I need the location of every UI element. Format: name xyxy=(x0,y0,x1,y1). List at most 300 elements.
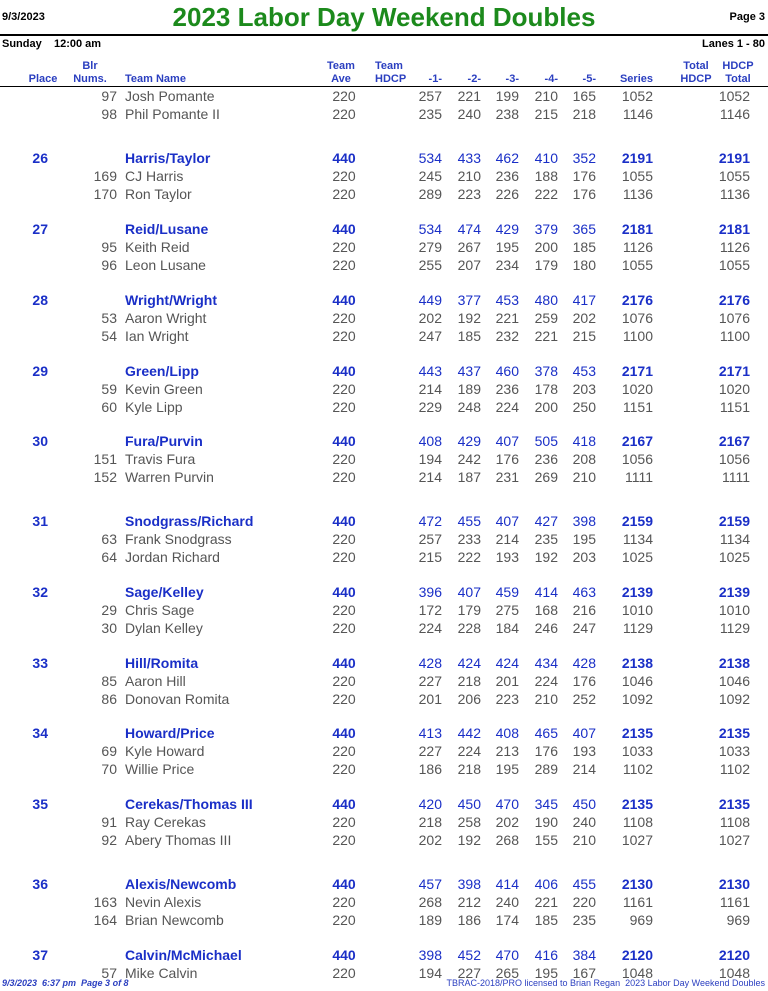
game-1-score: 202 xyxy=(418,832,442,848)
average: 440 xyxy=(332,876,356,892)
col-team-name-label: Team Name xyxy=(125,73,186,85)
game-3-score: 226 xyxy=(495,186,519,202)
col-game-2: -2- xyxy=(467,73,481,85)
team-name: Fura/Purvin xyxy=(125,433,203,449)
bowler-name: Willie Price xyxy=(125,761,195,777)
game-1-score: 398 xyxy=(418,947,442,963)
col-place-label: Place xyxy=(28,73,58,85)
average: 220 xyxy=(332,399,356,415)
game-3-score: 429 xyxy=(495,221,519,237)
bowler-number: 69 xyxy=(101,743,117,759)
bowler-row xyxy=(0,831,768,849)
game-3-score: 407 xyxy=(495,513,519,529)
game-5-score: 216 xyxy=(572,602,596,618)
average: 220 xyxy=(332,894,356,910)
team-place: 26 xyxy=(32,150,48,166)
bowler-name: Jordan Richard xyxy=(125,549,220,565)
series-total: 1055 xyxy=(621,168,653,184)
col-blr-nums xyxy=(70,60,110,86)
game-4-score: 200 xyxy=(534,239,558,255)
bowler-name: Frank Snodgrass xyxy=(125,531,232,547)
bowler-name: Donovan Romita xyxy=(125,691,230,707)
average: 220 xyxy=(332,549,356,565)
hdcp-total: 2120 xyxy=(718,947,750,963)
average: 220 xyxy=(332,602,356,618)
bowler-name: Aaron Wright xyxy=(125,310,207,326)
game-2-score: 267 xyxy=(457,239,481,255)
game-4-score: 222 xyxy=(534,186,558,202)
team-name: Howard/Price xyxy=(125,725,215,741)
game-1-score: 443 xyxy=(418,363,442,379)
hdcp-total: 1076 xyxy=(718,310,750,326)
game-3-score: 202 xyxy=(495,814,519,830)
game-5-score: 203 xyxy=(572,381,596,397)
game-2-score: 222 xyxy=(457,549,481,565)
game-1-score: 229 xyxy=(418,399,442,415)
game-4-score: 188 xyxy=(534,168,558,184)
bowler-name: Kevin Green xyxy=(125,381,203,397)
bowler-name: Aaron Hill xyxy=(125,673,186,689)
series-total: 2167 xyxy=(621,433,653,449)
game-3-score: 470 xyxy=(495,947,519,963)
bowler-row xyxy=(0,530,768,548)
col-team-hdcp xyxy=(375,60,406,86)
game-1-score: 279 xyxy=(418,239,442,255)
bowler-row xyxy=(0,548,768,566)
series-total: 1108 xyxy=(622,814,653,830)
bowler-number: 85 xyxy=(101,673,117,689)
game-4-score: 224 xyxy=(534,673,558,689)
game-1-score: 449 xyxy=(418,292,442,308)
hdcp-total: 1055 xyxy=(718,257,750,273)
game-3-score: 236 xyxy=(495,168,519,184)
game-3-score: 214 xyxy=(495,531,519,547)
series-total: 1027 xyxy=(621,832,653,848)
game-1-score: 396 xyxy=(418,584,442,600)
col-team-name xyxy=(125,73,186,86)
team-row xyxy=(0,432,768,450)
col-total-hdcp-bottom: HDCP xyxy=(680,73,712,85)
game-5-score: 176 xyxy=(572,673,596,689)
game-1-score: 172 xyxy=(418,602,442,618)
game-1-score: 227 xyxy=(418,743,442,759)
game-3-score: 408 xyxy=(495,725,519,741)
bowler-number: 95 xyxy=(101,239,117,255)
game-5-score: 180 xyxy=(572,257,596,273)
game-3-score: 184 xyxy=(495,620,519,636)
series-total: 2120 xyxy=(621,947,653,963)
hdcp-total: 1046 xyxy=(718,673,750,689)
hdcp-total: 1108 xyxy=(719,814,750,830)
team-place: 33 xyxy=(32,655,48,671)
series-total: 2138 xyxy=(621,655,653,671)
col-team-hdcp-top: Team xyxy=(375,60,403,72)
game-5-score: 214 xyxy=(572,761,596,777)
game-1-score: 214 xyxy=(418,381,442,397)
game-4-score: 176 xyxy=(534,743,558,759)
col-team-ave xyxy=(320,60,362,86)
game-4-score: 410 xyxy=(534,150,558,166)
game-4-score: 178 xyxy=(534,381,558,397)
game-5-score: 193 xyxy=(572,743,596,759)
col-hdcp-total-top: HDCP xyxy=(722,60,754,72)
game-2-score: 398 xyxy=(457,876,481,892)
average: 220 xyxy=(332,451,356,467)
series-total: 1151 xyxy=(622,399,653,415)
average: 440 xyxy=(332,433,356,449)
game-2-score: 424 xyxy=(457,655,481,671)
team-name: Alexis/Newcomb xyxy=(125,876,237,892)
series-total: 1092 xyxy=(621,691,653,707)
series-total: 1055 xyxy=(621,257,653,273)
hdcp-total: 1048 xyxy=(718,965,750,981)
report-title: 2023 Labor Day Weekend Doubles xyxy=(172,2,596,32)
average: 220 xyxy=(332,691,356,707)
average: 440 xyxy=(332,655,356,671)
team-place: 30 xyxy=(32,433,48,449)
average: 220 xyxy=(332,912,356,928)
series-total: 2191 xyxy=(621,150,653,166)
game-4-score: 465 xyxy=(534,725,558,741)
game-2-score: 407 xyxy=(457,584,481,600)
team-row xyxy=(0,220,768,238)
game-1-score: 457 xyxy=(418,876,442,892)
series-total: 1025 xyxy=(621,549,653,565)
game-4-score: 185 xyxy=(534,912,558,928)
game-1-score: 201 xyxy=(418,691,442,707)
average: 220 xyxy=(332,381,356,397)
hdcp-total: 1020 xyxy=(718,381,750,397)
team-row xyxy=(0,875,768,893)
average: 440 xyxy=(332,796,356,812)
team-name: Hill/Romita xyxy=(125,655,199,671)
series-total: 969 xyxy=(629,912,653,928)
game-5-score: 210 xyxy=(572,469,596,485)
game-4-score: 155 xyxy=(534,832,558,848)
game-5-score: 450 xyxy=(572,796,596,812)
bowler-row xyxy=(0,601,768,619)
series-total: 2135 xyxy=(621,796,653,812)
bowler-row xyxy=(0,450,768,468)
game-3-score: 195 xyxy=(495,761,519,777)
bowler-name: Travis Fura xyxy=(125,451,196,467)
game-4-score: 236 xyxy=(534,451,558,467)
bowler-number: 64 xyxy=(101,549,117,565)
game-1-score: 247 xyxy=(418,328,442,344)
team-name: Sage/Kelley xyxy=(125,584,204,600)
game-3-score: 453 xyxy=(495,292,519,308)
session-info: Sunday 12:00 am xyxy=(2,38,102,50)
series-total: 2135 xyxy=(621,725,653,741)
game-1-score: 268 xyxy=(418,894,442,910)
series-total: 1136 xyxy=(622,186,653,202)
game-1-score: 289 xyxy=(418,186,442,202)
game-5-score: 453 xyxy=(572,363,596,379)
footer-timestamp: 9/3/2023 6:37 pm Page 3 of 8 xyxy=(2,978,129,988)
col-team-ave-top: Team xyxy=(327,60,355,72)
game-5-score: 417 xyxy=(572,292,596,308)
lanes-info: Lanes 1 - 80 xyxy=(702,38,765,50)
game-4-score: 200 xyxy=(534,399,558,415)
team-row xyxy=(0,149,768,167)
bowler-number: 97 xyxy=(101,88,117,104)
game-2-score: 179 xyxy=(457,602,481,618)
hdcp-total: 2139 xyxy=(718,584,750,600)
hdcp-total: 1025 xyxy=(718,549,750,565)
team-place: 37 xyxy=(32,947,48,963)
game-3-score: 268 xyxy=(495,832,519,848)
game-2-score: 450 xyxy=(457,796,481,812)
game-2-score: 212 xyxy=(457,894,481,910)
bowler-number: 70 xyxy=(101,761,117,777)
game-1-score: 408 xyxy=(418,433,442,449)
game-3-score: 462 xyxy=(495,150,519,166)
team-row xyxy=(0,724,768,742)
game-4-score: 406 xyxy=(534,876,558,892)
game-2-score: 227 xyxy=(457,965,481,981)
average: 220 xyxy=(332,743,356,759)
series-total: 1100 xyxy=(622,328,653,344)
team-name: Wright/Wright xyxy=(125,292,218,308)
average: 220 xyxy=(332,239,356,255)
hdcp-total: 2176 xyxy=(718,292,750,308)
bowler-name: Josh Pomante xyxy=(125,88,215,104)
game-3-score: 195 xyxy=(495,239,519,255)
game-3-score: 223 xyxy=(495,691,519,707)
bowler-row xyxy=(0,256,768,274)
game-4-score: 259 xyxy=(534,310,558,326)
hdcp-total: 2171 xyxy=(718,363,750,379)
game-4-score: 505 xyxy=(534,433,558,449)
average: 440 xyxy=(332,513,356,529)
game-5-score: 167 xyxy=(572,965,596,981)
game-1-score: 227 xyxy=(418,673,442,689)
col-blr-bottom: Nums. xyxy=(73,73,107,85)
game-3-score: 213 xyxy=(495,743,519,759)
bowler-number: 92 xyxy=(101,832,117,848)
game-5-score: 208 xyxy=(572,451,596,467)
series-total: 2171 xyxy=(621,363,653,379)
game-1-score: 257 xyxy=(418,88,442,104)
col-game-5: -5- xyxy=(582,73,596,85)
game-5-score: 407 xyxy=(572,725,596,741)
series-total: 1046 xyxy=(621,673,653,689)
game-3-score: 414 xyxy=(495,876,519,892)
bowler-name: Kyle Howard xyxy=(125,743,205,759)
game-5-score: 463 xyxy=(572,584,596,600)
bowler-number: 57 xyxy=(101,965,117,981)
bowler-name: Warren Purvin xyxy=(125,469,214,485)
game-2-score: 240 xyxy=(457,106,481,122)
game-4-score: 210 xyxy=(534,88,558,104)
team-name: Cerekas/Thomas III xyxy=(125,796,253,812)
game-4-score: 379 xyxy=(534,221,558,237)
game-2-score: 433 xyxy=(457,150,481,166)
hdcp-total: 1129 xyxy=(719,620,750,636)
col-game-3: -3- xyxy=(505,73,519,85)
average: 220 xyxy=(332,965,356,981)
game-4-score: 427 xyxy=(534,513,558,529)
bowler-row xyxy=(0,690,768,708)
game-3-score: 460 xyxy=(495,363,519,379)
hdcp-total: 1126 xyxy=(719,239,750,255)
bowler-name: Keith Reid xyxy=(125,239,190,255)
game-4-score: 168 xyxy=(534,602,558,618)
game-3-score: 240 xyxy=(495,894,519,910)
game-2-score: 377 xyxy=(457,292,481,308)
bowler-row xyxy=(0,380,768,398)
bowler-name: Chris Sage xyxy=(125,602,195,618)
game-2-score: 242 xyxy=(457,451,481,467)
game-5-score: 203 xyxy=(572,549,596,565)
game-4-score: 195 xyxy=(534,965,558,981)
game-4-score: 480 xyxy=(534,292,558,308)
game-4-score: 179 xyxy=(534,257,558,273)
game-1-score: 215 xyxy=(418,549,442,565)
average: 220 xyxy=(332,328,356,344)
game-2-score: 210 xyxy=(457,168,481,184)
hdcp-total: 1010 xyxy=(718,602,750,618)
col-team-ave-bottom: Ave xyxy=(331,73,351,85)
bowler-row xyxy=(0,813,768,831)
game-2-score: 207 xyxy=(457,257,481,273)
game-3-score: 459 xyxy=(495,584,519,600)
game-5-score: 218 xyxy=(572,106,596,122)
series-total: 2139 xyxy=(621,584,653,600)
game-5-score: 176 xyxy=(572,186,596,202)
game-2-score: 185 xyxy=(457,328,481,344)
bowler-number: 59 xyxy=(101,381,117,397)
series-total: 2159 xyxy=(621,513,653,529)
game-5-score: 250 xyxy=(572,399,596,415)
bowler-number: 30 xyxy=(101,620,117,636)
col-game-1: -1- xyxy=(428,73,442,85)
game-2-score: 258 xyxy=(457,814,481,830)
game-3-score: 232 xyxy=(495,328,519,344)
team-row xyxy=(0,946,768,964)
bowler-name: Phil Pomante II xyxy=(125,106,220,122)
average: 220 xyxy=(332,88,356,104)
team-name: Snodgrass/Richard xyxy=(125,513,254,529)
game-2-score: 218 xyxy=(457,673,481,689)
game-2-score: 248 xyxy=(457,399,481,415)
bowler-number: 152 xyxy=(93,469,117,485)
average: 220 xyxy=(332,257,356,273)
bowler-row xyxy=(0,760,768,778)
game-5-score: 176 xyxy=(572,168,596,184)
game-5-score: 384 xyxy=(572,947,596,963)
game-2-score: 221 xyxy=(457,88,481,104)
page-number: Page 3 xyxy=(729,11,765,23)
game-3-score: 470 xyxy=(495,796,519,812)
team-place: 32 xyxy=(32,584,48,600)
team-name: Calvin/McMichael xyxy=(125,947,242,963)
game-1-score: 534 xyxy=(418,221,442,237)
bowler-name: Ron Taylor xyxy=(125,186,192,202)
game-4-score: 269 xyxy=(534,469,558,485)
game-3-score: 221 xyxy=(495,310,519,326)
col-place xyxy=(22,73,64,86)
game-3-score: 231 xyxy=(495,469,519,485)
game-3-score: 407 xyxy=(495,433,519,449)
series-total: 1010 xyxy=(621,602,653,618)
hdcp-total: 1102 xyxy=(719,761,750,777)
game-2-score: 206 xyxy=(457,691,481,707)
game-1-score: 420 xyxy=(418,796,442,812)
bowler-name: Ray Cerekas xyxy=(125,814,206,830)
game-1-score: 194 xyxy=(418,451,442,467)
game-5-score: 240 xyxy=(572,814,596,830)
bowler-row xyxy=(0,468,768,486)
col-hdcp-total xyxy=(720,60,756,86)
series-total: 1052 xyxy=(621,88,653,104)
game-1-score: 235 xyxy=(418,106,442,122)
game-5-score: 398 xyxy=(572,513,596,529)
game-4-score: 345 xyxy=(534,796,558,812)
game-5-score: 210 xyxy=(572,832,596,848)
game-2-score: 442 xyxy=(457,725,481,741)
col-team-hdcp-bottom: HDCP xyxy=(375,73,407,85)
average: 440 xyxy=(332,150,356,166)
series-total: 1056 xyxy=(621,451,653,467)
hdcp-total: 2130 xyxy=(718,876,750,892)
game-2-score: 224 xyxy=(457,743,481,759)
game-3-score: 424 xyxy=(495,655,519,671)
game-4-score: 246 xyxy=(534,620,558,636)
bowler-row xyxy=(0,87,768,105)
game-1-score: 413 xyxy=(418,725,442,741)
game-2-score: 228 xyxy=(457,620,481,636)
team-row xyxy=(0,362,768,380)
hdcp-total: 2138 xyxy=(718,655,750,671)
game-2-score: 187 xyxy=(457,469,481,485)
game-5-score: 365 xyxy=(572,221,596,237)
game-1-score: 428 xyxy=(418,655,442,671)
hdcp-total: 2135 xyxy=(718,725,750,741)
game-4-score: 221 xyxy=(534,328,558,344)
team-name: Green/Lipp xyxy=(125,363,199,379)
game-4-score: 221 xyxy=(534,894,558,910)
game-3-score: 174 xyxy=(495,912,519,928)
hdcp-total: 1151 xyxy=(719,399,750,415)
bowler-row xyxy=(0,672,768,690)
average: 220 xyxy=(332,531,356,547)
game-5-score: 352 xyxy=(572,150,596,166)
bowler-number: 170 xyxy=(93,186,117,202)
game-1-score: 472 xyxy=(418,513,442,529)
header-divider xyxy=(0,34,768,36)
team-row xyxy=(0,583,768,601)
bowler-row xyxy=(0,167,768,185)
average: 220 xyxy=(332,814,356,830)
game-5-score: 247 xyxy=(572,620,596,636)
series-total: 1126 xyxy=(622,239,653,255)
col-total-hdcp xyxy=(678,60,714,86)
game-2-score: 192 xyxy=(457,310,481,326)
game-2-score: 452 xyxy=(457,947,481,963)
game-2-score: 233 xyxy=(457,531,481,547)
series-total: 1129 xyxy=(622,620,653,636)
team-name: Harris/Taylor xyxy=(125,150,211,166)
team-name: Reid/Lusane xyxy=(125,221,209,237)
game-5-score: 165 xyxy=(572,88,596,104)
game-5-score: 220 xyxy=(572,894,596,910)
bowler-number: 54 xyxy=(101,328,117,344)
game-1-score: 186 xyxy=(418,761,442,777)
bowler-name: Ian Wright xyxy=(125,328,189,344)
hdcp-total: 1134 xyxy=(719,531,750,547)
series-total: 1048 xyxy=(621,965,653,981)
